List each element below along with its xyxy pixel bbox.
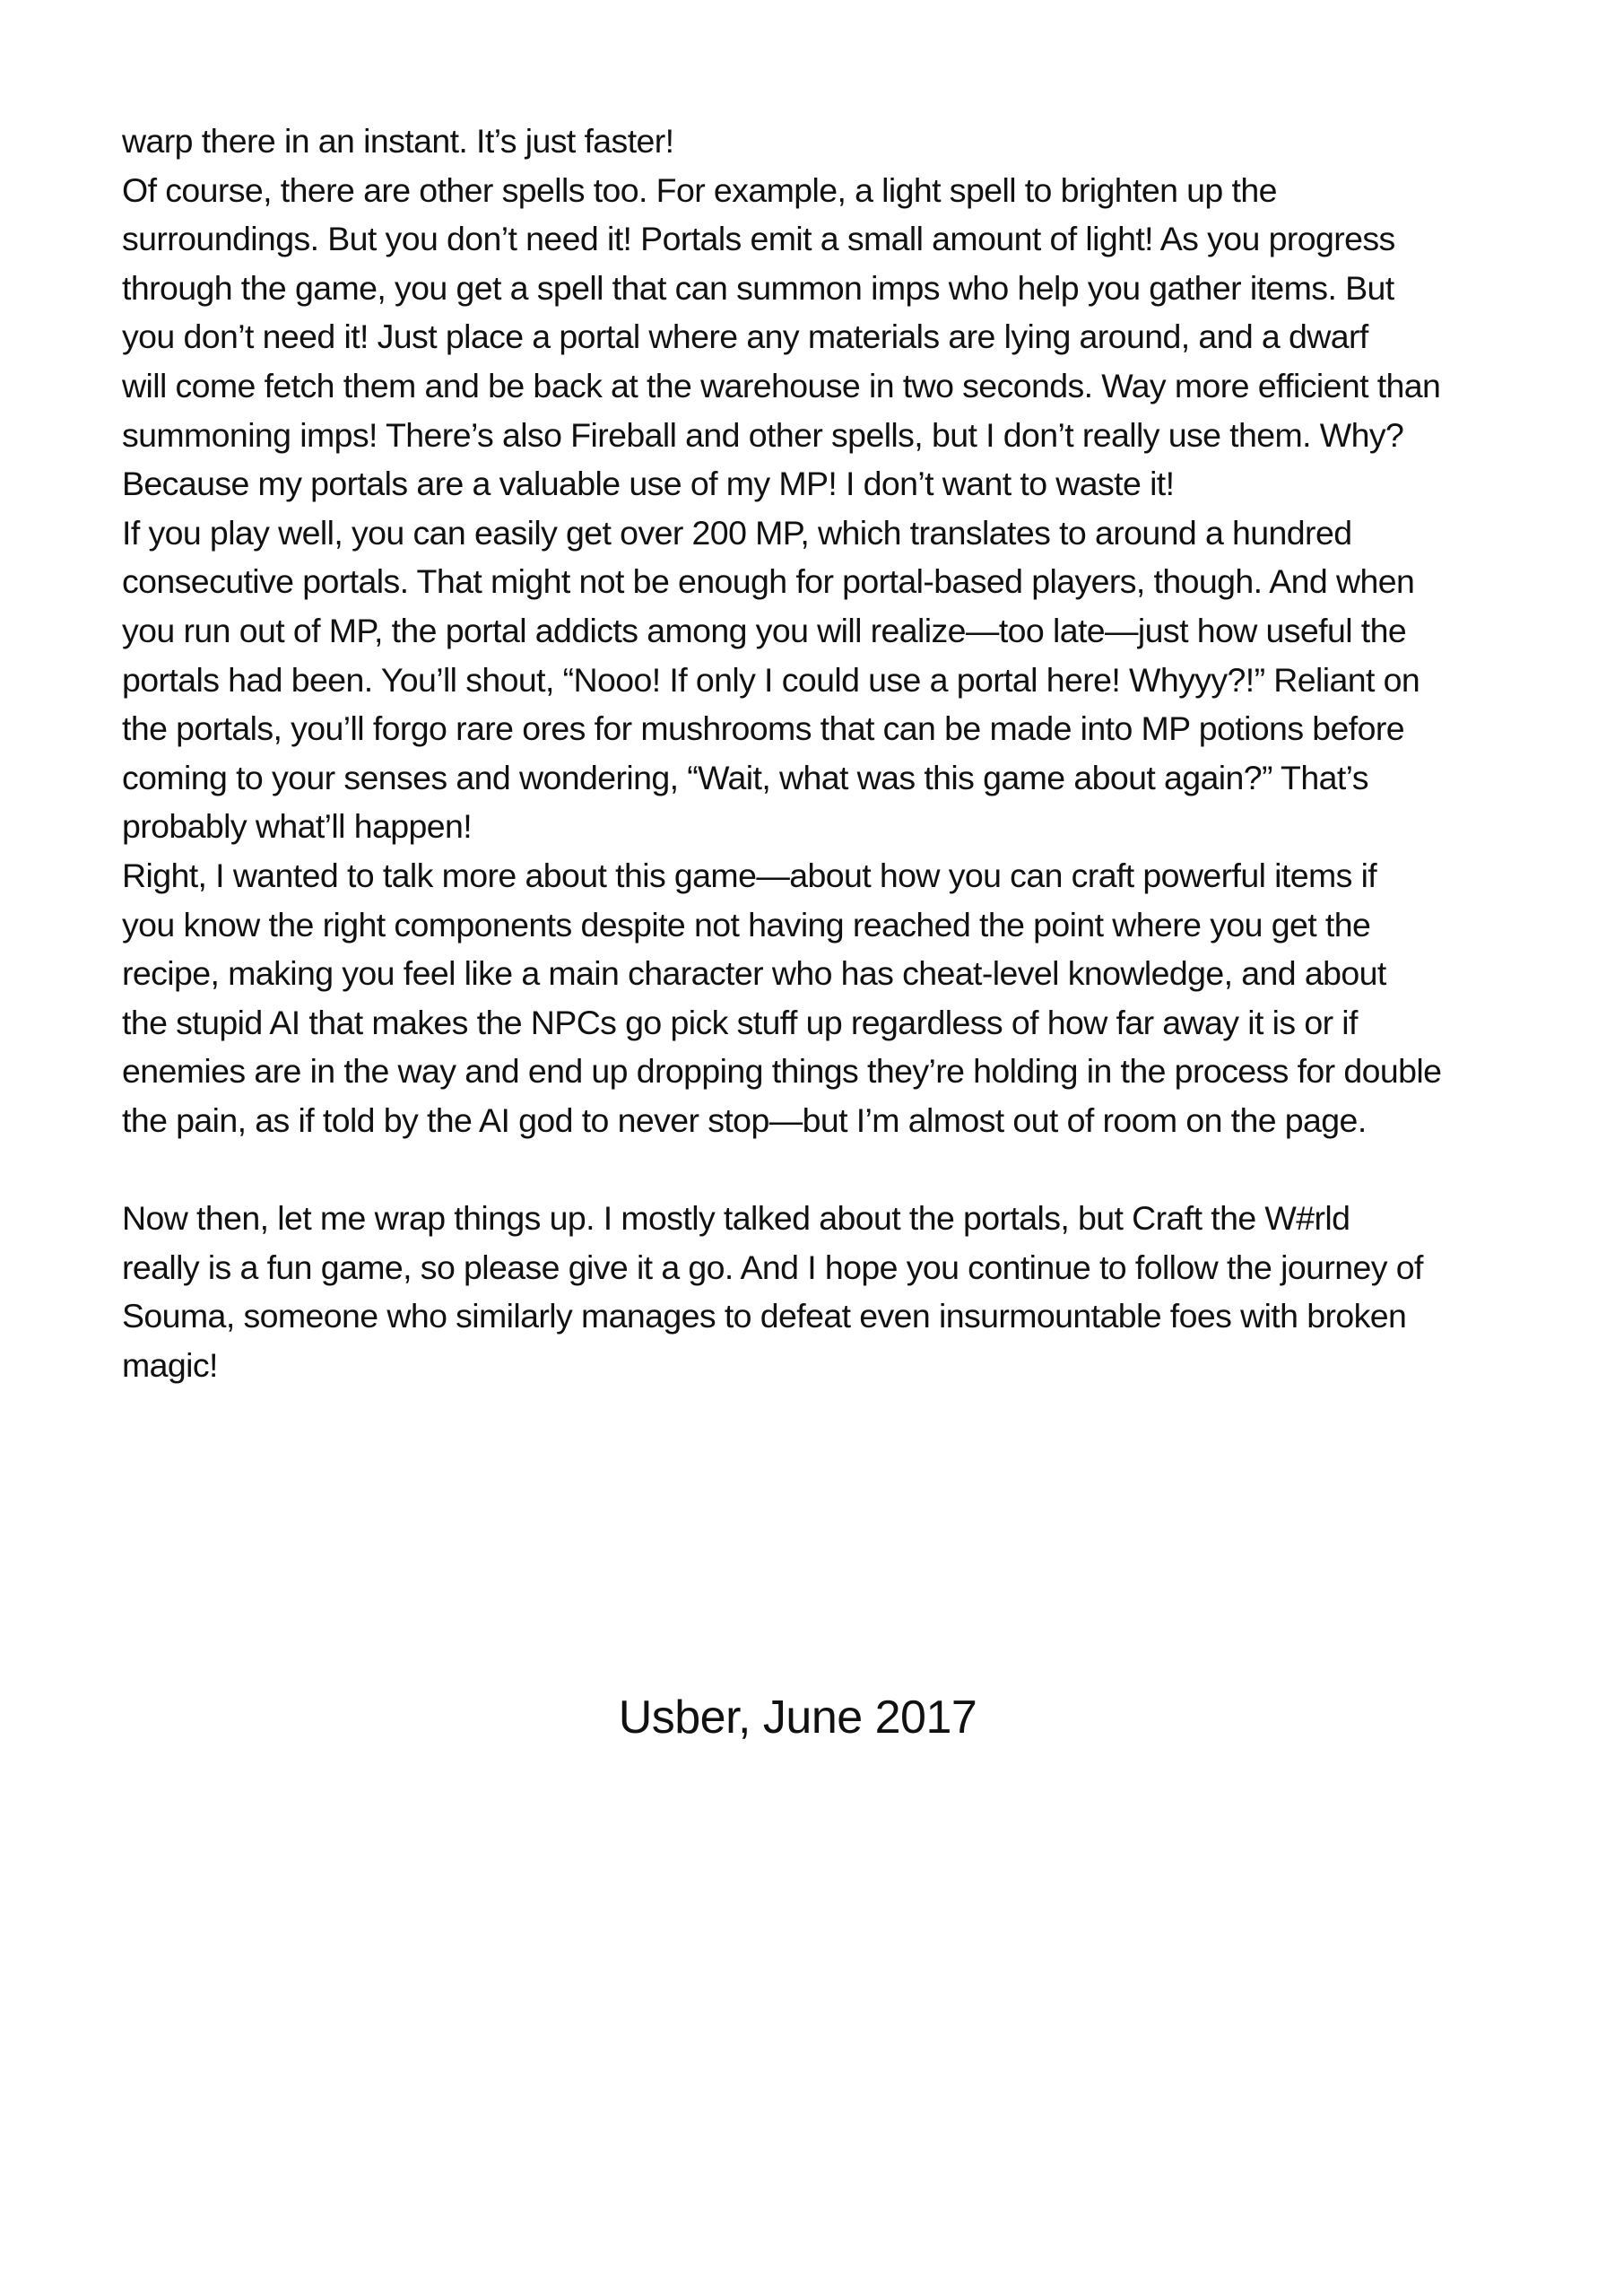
- text-line: the pain, as if told by the AI god to never stop—but I’m almost out of room on the page.: [122, 1100, 1367, 1139]
- text-line: the stupid AI that makes the NPCs go pick stuff up regardless of how far away it is or if: [122, 1003, 1358, 1041]
- text-line: you run out of MP, the portal addicts among you will realize—too late—just how useful the: [122, 611, 1407, 649]
- text-line: Of course, there are other spells too. For example, a light spell to brighten up the: [122, 170, 1277, 209]
- text-line: consecutive portals. That might not be enough for portal-based players, though. And when: [122, 562, 1415, 601]
- text-line: coming to your senses and wondering, “Wait, what was this game about again?” That’s: [122, 758, 1368, 796]
- text-line: portals had been. You’ll shout, “Nooo! If only I could use a portal here! Whyyy?!” Reliant on: [122, 660, 1420, 699]
- afterword-body: [122, 117, 1503, 1389]
- text-line: warp there in an instant. It’s just faster!: [122, 122, 674, 160]
- text-line: through the game, you get a spell that can summon imps who help you gather items. But: [122, 268, 1394, 307]
- text-line: surroundings. But you don’t need it! Portals emit a small amount of light! As you progress: [122, 220, 1395, 258]
- text-line: Souma, someone who similarly manages to defeat even insurmountable foes with broken: [122, 1297, 1407, 1335]
- text-line: magic!: [122, 1345, 218, 1384]
- text-line: you don’t need it! Just place a portal where any materials are lying around, and a dwarf: [122, 317, 1368, 356]
- text-line: will come fetch them and be back at the warehouse in two seconds. Way more efficient than: [122, 366, 1441, 404]
- text-line: the portals, you’ll forgo rare ores for mushrooms that can be made into MP potions before: [122, 709, 1405, 748]
- text-line: really is a fun game, so please give it a go. And I hope you continue to follow the journey of: [122, 1248, 1423, 1286]
- text-line: Right, I wanted to talk more about this game—about how you can craft powerful items if: [122, 856, 1377, 894]
- text-line: recipe, making you feel like a main character who has cheat-level knowledge, and about: [122, 954, 1386, 993]
- text-line: Because my portals are a valuable use of my MP! I don’t want to waste it!: [122, 465, 1175, 503]
- text-line: enemies are in the way and end up dropping things they’re holding in the process for double: [122, 1052, 1442, 1091]
- text-line: you know the right components despite not having reached the point where you get the: [122, 905, 1371, 944]
- author-signature: [0, 1686, 1615, 1749]
- text-line: probably what’ll happen!: [122, 807, 473, 846]
- paragraph-gap: [122, 1144, 1503, 1194]
- signature-text: Usber, June 2017: [618, 1692, 977, 1744]
- text-line: summoning imps! There’s also Fireball and other spells, but I don’t really use them. Why?: [122, 415, 1404, 454]
- text-line: If you play well, you can easily get over 200 MP, which translates to around a hundred: [122, 513, 1352, 552]
- text-line: Now then, let me wrap things up. I mostly talked about the portals, but Craft the W#rld: [122, 1199, 1350, 1238]
